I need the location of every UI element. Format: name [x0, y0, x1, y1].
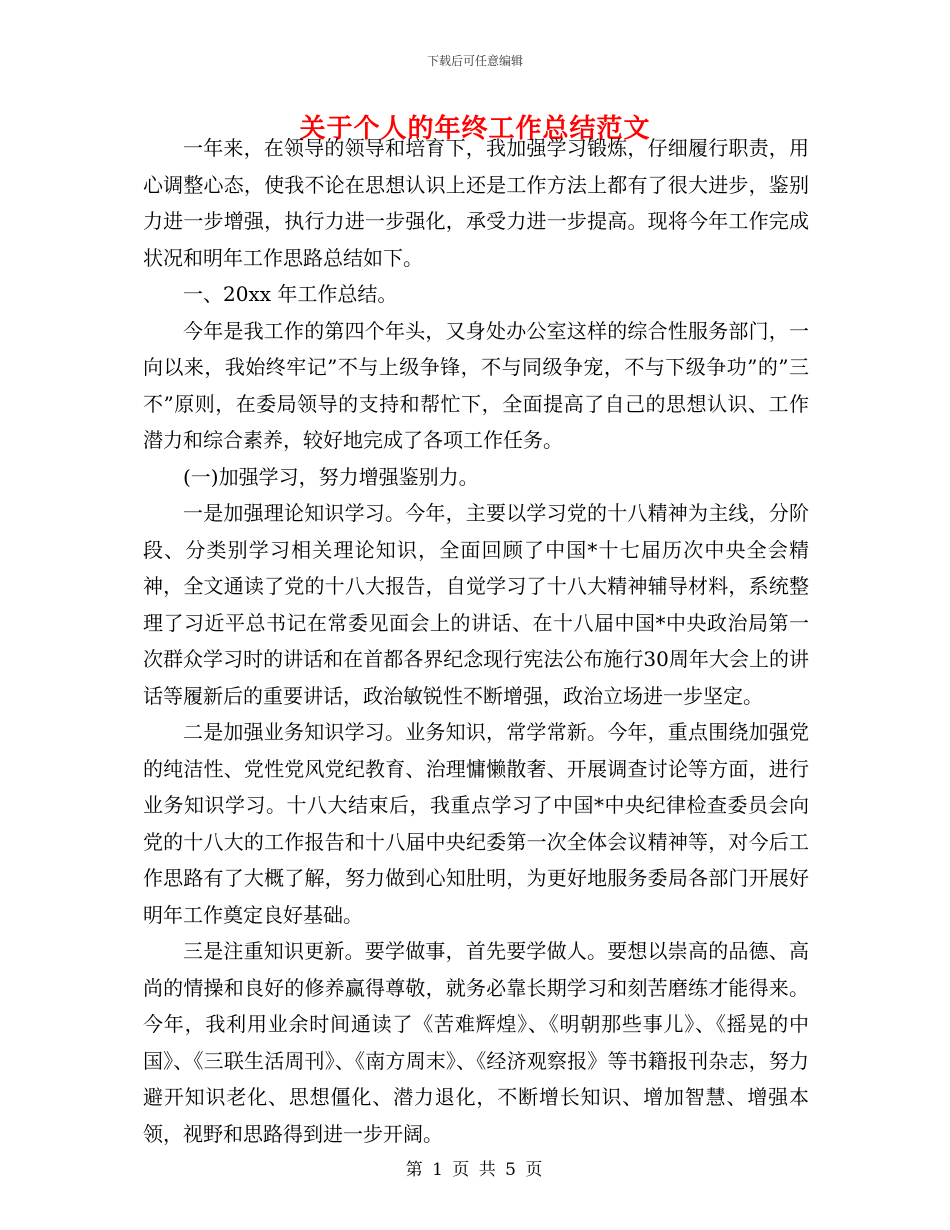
- paragraph: 一年来，在领导的领导和培育下，我加强学习锻炼，仔细履行职责，用心调整心态，使我不论在思想认识上还是工作方法上都有了很大进步，鉴别力进一步增强，执行力进一步强化，承受力进一步提高。现将今年工作完成状况和明年工作思路总结如下。: [143, 136, 809, 270]
- paragraph: 二是加强业务知识学习。业务知识，常学常新。今年，重点围绕加强党的纯洁性、党性党风党纪教育、治理慵懒散奢、开展调查讨论等方面，进行业务知识学习。十八大结束后，我重点学习了中国*中央纪律检查委员会向党的十八大的工作报告和十八届中央纪委第一次全体会议精神等，对今后工作思路有了大概了解，努力做到心知肚明，为更好地服务委局各部门开展好明年工作奠定良好基础。: [143, 720, 809, 927]
- document-title: 关于个人的年终工作总结范文: [299, 114, 651, 144]
- paragraph: 今年是我工作的第四个年头，又身处办公室这样的综合性服务部门，一向以来，我始终牢记”不与上级争锋，不与同级争宠，不与下级争功”的”三不”原则，在委局领导的支持和帮忙下，全面提高了自己的思想认识、工作潜力和综合素养，较好地完成了各项工作任务。: [143, 318, 809, 452]
- page-footer: 第 1 页 共 5 页: [405, 1160, 545, 1180]
- subsection-heading: (一)加强学习，努力增强鉴别力。: [183, 464, 479, 489]
- page-header: 下载后可任意编辑: [426, 54, 523, 68]
- paragraph: 一是加强理论知识学习。今年，主要以学习党的十八精神为主线，分阶段、分类别学习相关理论知识，全面回顾了中国*十七届历次中央全会精神，全文通读了党的十八大报告，自觉学习了十八大精神辅导材料，系统整理了习近平总书记在常委见面会上的讲话、在十八届中国*中央政治局第一次群众学习时的讲话和在首都各界纪念现行宪法公布施行30周年大会上的讲话等履新后的重要讲话，政治敏锐性不断增强，政治立场进一步坚定。: [143, 501, 809, 708]
- paragraph: 三是注重知识更新。要学做事，首先要学做人。要想以崇高的品德、高尚的情操和良好的修养赢得尊敬，就务必靠长期学习和刻苦磨练才能得来。今年，我利用业余时间通读了《苦难辉煌》、《明朝那些事儿》、《摇晃的中国》、《三联生活周刊》、《南方周末》、《经济观察报》等书籍报刊杂志，努力避开知识老化、思想僵化、潜力退化，不断增长知识、增加智慧、增强本领，视野和思路得到进一步开阔。: [143, 939, 809, 1146]
- section-heading: 一、20xx 年工作总结。: [183, 282, 398, 306]
- document-body: [143, 130, 809, 1152]
